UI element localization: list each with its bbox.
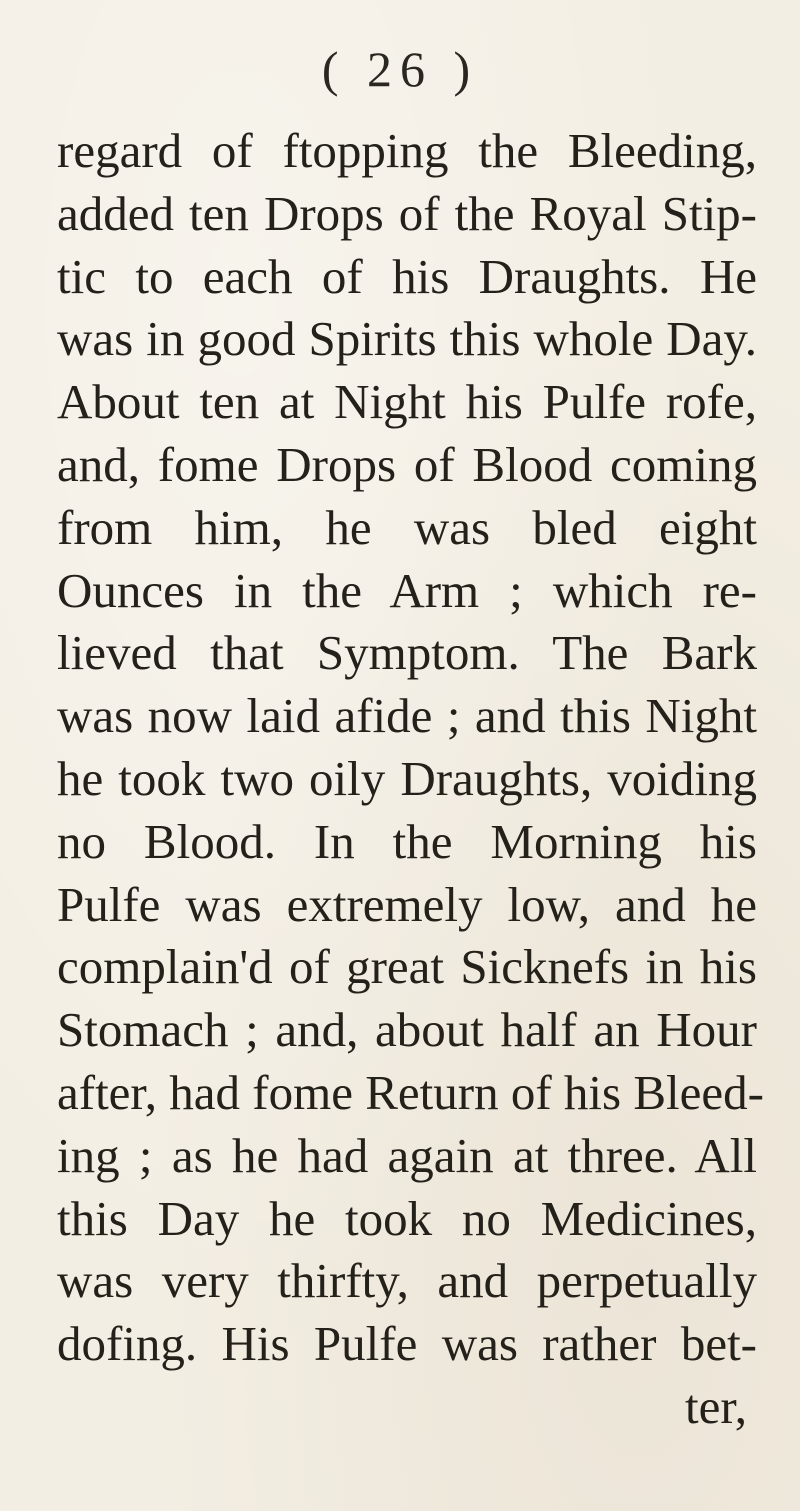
text-line-20: dofing. His Pulfe was rather bet- bbox=[57, 1316, 757, 1372]
text-line-17: ing ; as he had again at three. All bbox=[57, 1127, 757, 1183]
text-line-1: regard of ftopping the Bleeding, bbox=[57, 123, 757, 178]
text-line-11: he took two oily Draughts, voiding bbox=[57, 750, 757, 806]
text-line-8: Ounces in the Arm ; which re- bbox=[57, 562, 757, 618]
page-number: ( 26 ) bbox=[321, 41, 479, 97]
text-line-5: About ten at Night his Pulfe rofe, bbox=[57, 374, 757, 430]
text-line-3: tic to each of his Draughts. He bbox=[57, 248, 757, 304]
text-line-19: was very thirfty, and perpetually bbox=[57, 1253, 757, 1309]
text-line-6: and, fome Drops of Blood coming bbox=[57, 436, 757, 492]
catchword: ter, bbox=[685, 1378, 747, 1434]
text-line-9: lieved that Symptom. The Bark bbox=[57, 625, 757, 681]
body-text bbox=[57, 120, 764, 1439]
text-line-15: Stomach ; and, about half an Hour bbox=[57, 1002, 757, 1058]
text-line-14: complain'd of great Sicknefs in his bbox=[57, 939, 757, 995]
text-line-18: this Day he took no Medicines, bbox=[57, 1190, 757, 1246]
text-line-13: Pulfe was extremely low, and he bbox=[57, 876, 757, 932]
text-line-10: was now laid afide ; and this Night bbox=[57, 688, 757, 744]
text-line-16: after, had fome Return of his Bleed- bbox=[57, 1064, 764, 1120]
text-line-12: no Blood. In the Morning his bbox=[57, 813, 757, 869]
text-line-7: from him, he was bled eight bbox=[57, 499, 757, 555]
text-line-2: added ten Drops of the Royal Stip- bbox=[57, 185, 757, 241]
text-line-4: was in good Spirits this whole Day. bbox=[57, 311, 757, 367]
